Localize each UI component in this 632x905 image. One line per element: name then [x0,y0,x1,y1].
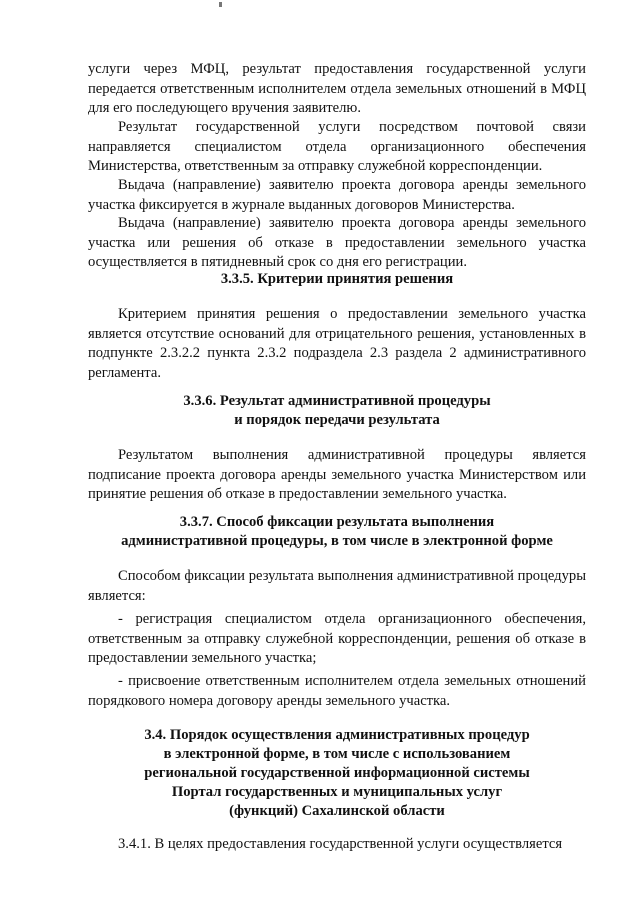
heading-3-3-6-line1: 3.3.6. Результат административной процедуры [183,393,491,409]
heading-3-3-7-line2: административной процедуры, в том числе в электронной форме [121,533,553,549]
heading-3-4-line2: в электронной форме, в том числе с использованием [163,746,511,762]
paragraph-postal-result: Результат государственной услуги посредством почтовой связи направляется специалистом отдела организационного обеспечения Министерства, ответственным за отправку служебной корреспонденции. [88,119,586,174]
scan-mark [219,2,222,7]
heading-3-3-7-line1: 3.3.7. Способ фиксации результата выполнения [179,514,495,530]
heading-3-4-line3: региональной государственной информационной системы [144,765,530,781]
paragraph-numbering-item: - присвоение ответственным исполнителем отдела земельных отношений порядкового номера договору аренды земельного участка. [88,673,586,709]
heading-3-3-6-line2: и порядок передачи результата [234,412,440,428]
heading-3-3-5: 3.3.5. Критерии принятия решения [220,271,454,287]
heading-3-4-line5: (функций) Сахалинской области [229,803,445,819]
heading-3-4-line4: Портал государственных и муниципальных услуг [171,784,503,800]
paragraph-registration-item: - регистрация специалистом отдела организационного обеспечения, ответственным за отправку служебной корреспонденции, решения об отказе в предоставлении земельного участка; [88,611,586,666]
paragraph-decision-criteria: Критерием принятия решения о предоставлении земельного участка является отсутствие оснований для отрицательного решения, установленных в подпункте 2.3.2.2 пункта 2.3.2 подраздела 2.3 раздела 2 административного регламента. [88,306,586,381]
paragraph-procedure-result: Результатом выполнения административной процедуры является подписание проекта договора аренды земельного участка Министерством или принятие решения об отказе в предоставлении земельного участка. [88,447,586,502]
paragraph-issue-registration: Выдача (направление) заявителю проекта договора аренды земельного участка фиксируется в журнале выданных договоров Министерства. [88,177,586,213]
heading-3-4-line1: 3.4. Порядок осуществления административных процедур [144,727,530,743]
paragraph-mfc-result: услуги через МФЦ, результат предоставления государственной услуги передается ответственным исполнителем отдела земельных отношений в МФЦ для его последующего вручения заявителю. [88,61,586,116]
paragraph-issue-deadline: Выдача (направление) заявителю проекта договора аренды земельного участка или решения об отказе в предоставлении земельного участка осуществляется в пятидневный срок со дня его регистрации. [88,215,586,270]
paragraph-fixation-method: Способом фиксации результата выполнения административной процедуры является: [88,568,586,604]
paragraph-3-4-1: 3.4.1. В целях предоставления государственной услуги осуществляется [118,836,563,852]
